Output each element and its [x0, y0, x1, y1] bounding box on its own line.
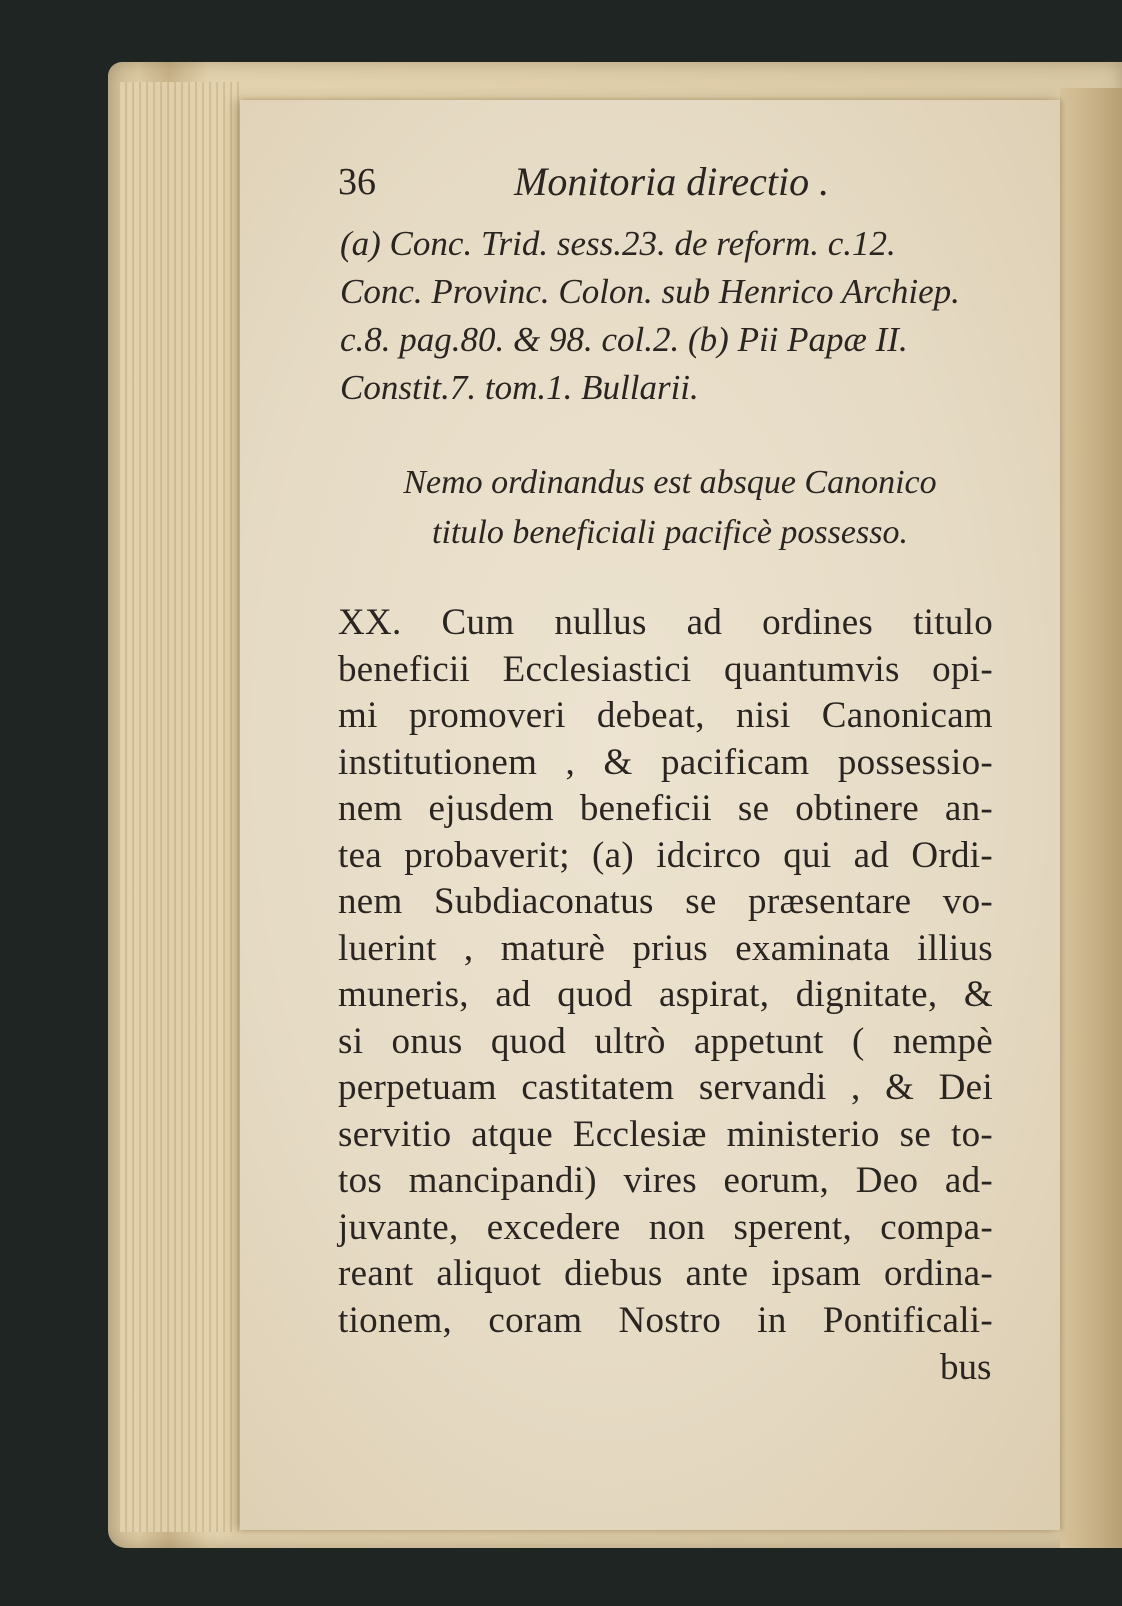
body-line: juvante, excedere non sperent, compa-: [338, 1206, 993, 1248]
body-line: nem Subdiaconatus se præsentare vo-: [338, 881, 993, 922]
body-line: nem ejusdem beneficii se obtinere an-: [338, 788, 993, 829]
body-text: [338, 600, 993, 1344]
footnote-line: Constit.7. tom.1. Bullarii.: [340, 368, 699, 407]
page-edges: [120, 82, 240, 1532]
footnote-line: c.8. pag.80. & 98. col.2. (b) Pii Papæ II.: [340, 320, 908, 359]
section-heading: [340, 458, 1000, 558]
right-page-edge: [1060, 88, 1122, 1548]
body-line: perpetuam castitatem servandi , & Dei: [338, 1067, 993, 1108]
heading-line: Nemo ordinandus est absque Canonico: [403, 464, 937, 501]
body-line: muneris, ad quod aspirat, dignitate, &: [338, 974, 993, 1015]
footnote-line: (a) Conc. Trid. sess.23. de reform. c.12.: [340, 224, 896, 263]
body-line: reant aliquot diebus ante ipsam ordina-: [338, 1253, 993, 1294]
body-line: si onus quod ultrò appetunt ( nempè: [338, 1020, 993, 1062]
footnote-line: Conc. Provinc. Colon. sub Henrico Archiep.: [340, 272, 960, 311]
body-line: tos mancipandi) vires eorum, Deo ad-: [338, 1160, 993, 1201]
body-line: XX. Cum nullus ad ordines titulo: [338, 602, 993, 643]
running-title: Monitoria directio .: [514, 159, 830, 204]
footnotes: [340, 220, 1000, 412]
body-line: servitio atque Ecclesiæ ministerio se to-: [338, 1113, 993, 1155]
body-line: tionem, coram Nostro in Pontificali-: [338, 1299, 993, 1341]
body-line: luerint , maturè prius examinata illius: [338, 927, 993, 969]
body-line: beneficii Ecclesiastici quantumvis opi-: [338, 648, 993, 690]
body-line: tea probaverit; (a) idcirco qui ad Ordi-: [338, 834, 993, 876]
catchword: bus: [940, 1347, 992, 1388]
heading-line: titulo beneficiali pacificè possesso.: [432, 514, 908, 551]
page-number: 36: [338, 161, 376, 203]
body-line: institutionem , & pacificam possessio-: [338, 741, 993, 783]
body-line: mi promoveri debeat, nisi Canonicam: [338, 695, 993, 736]
